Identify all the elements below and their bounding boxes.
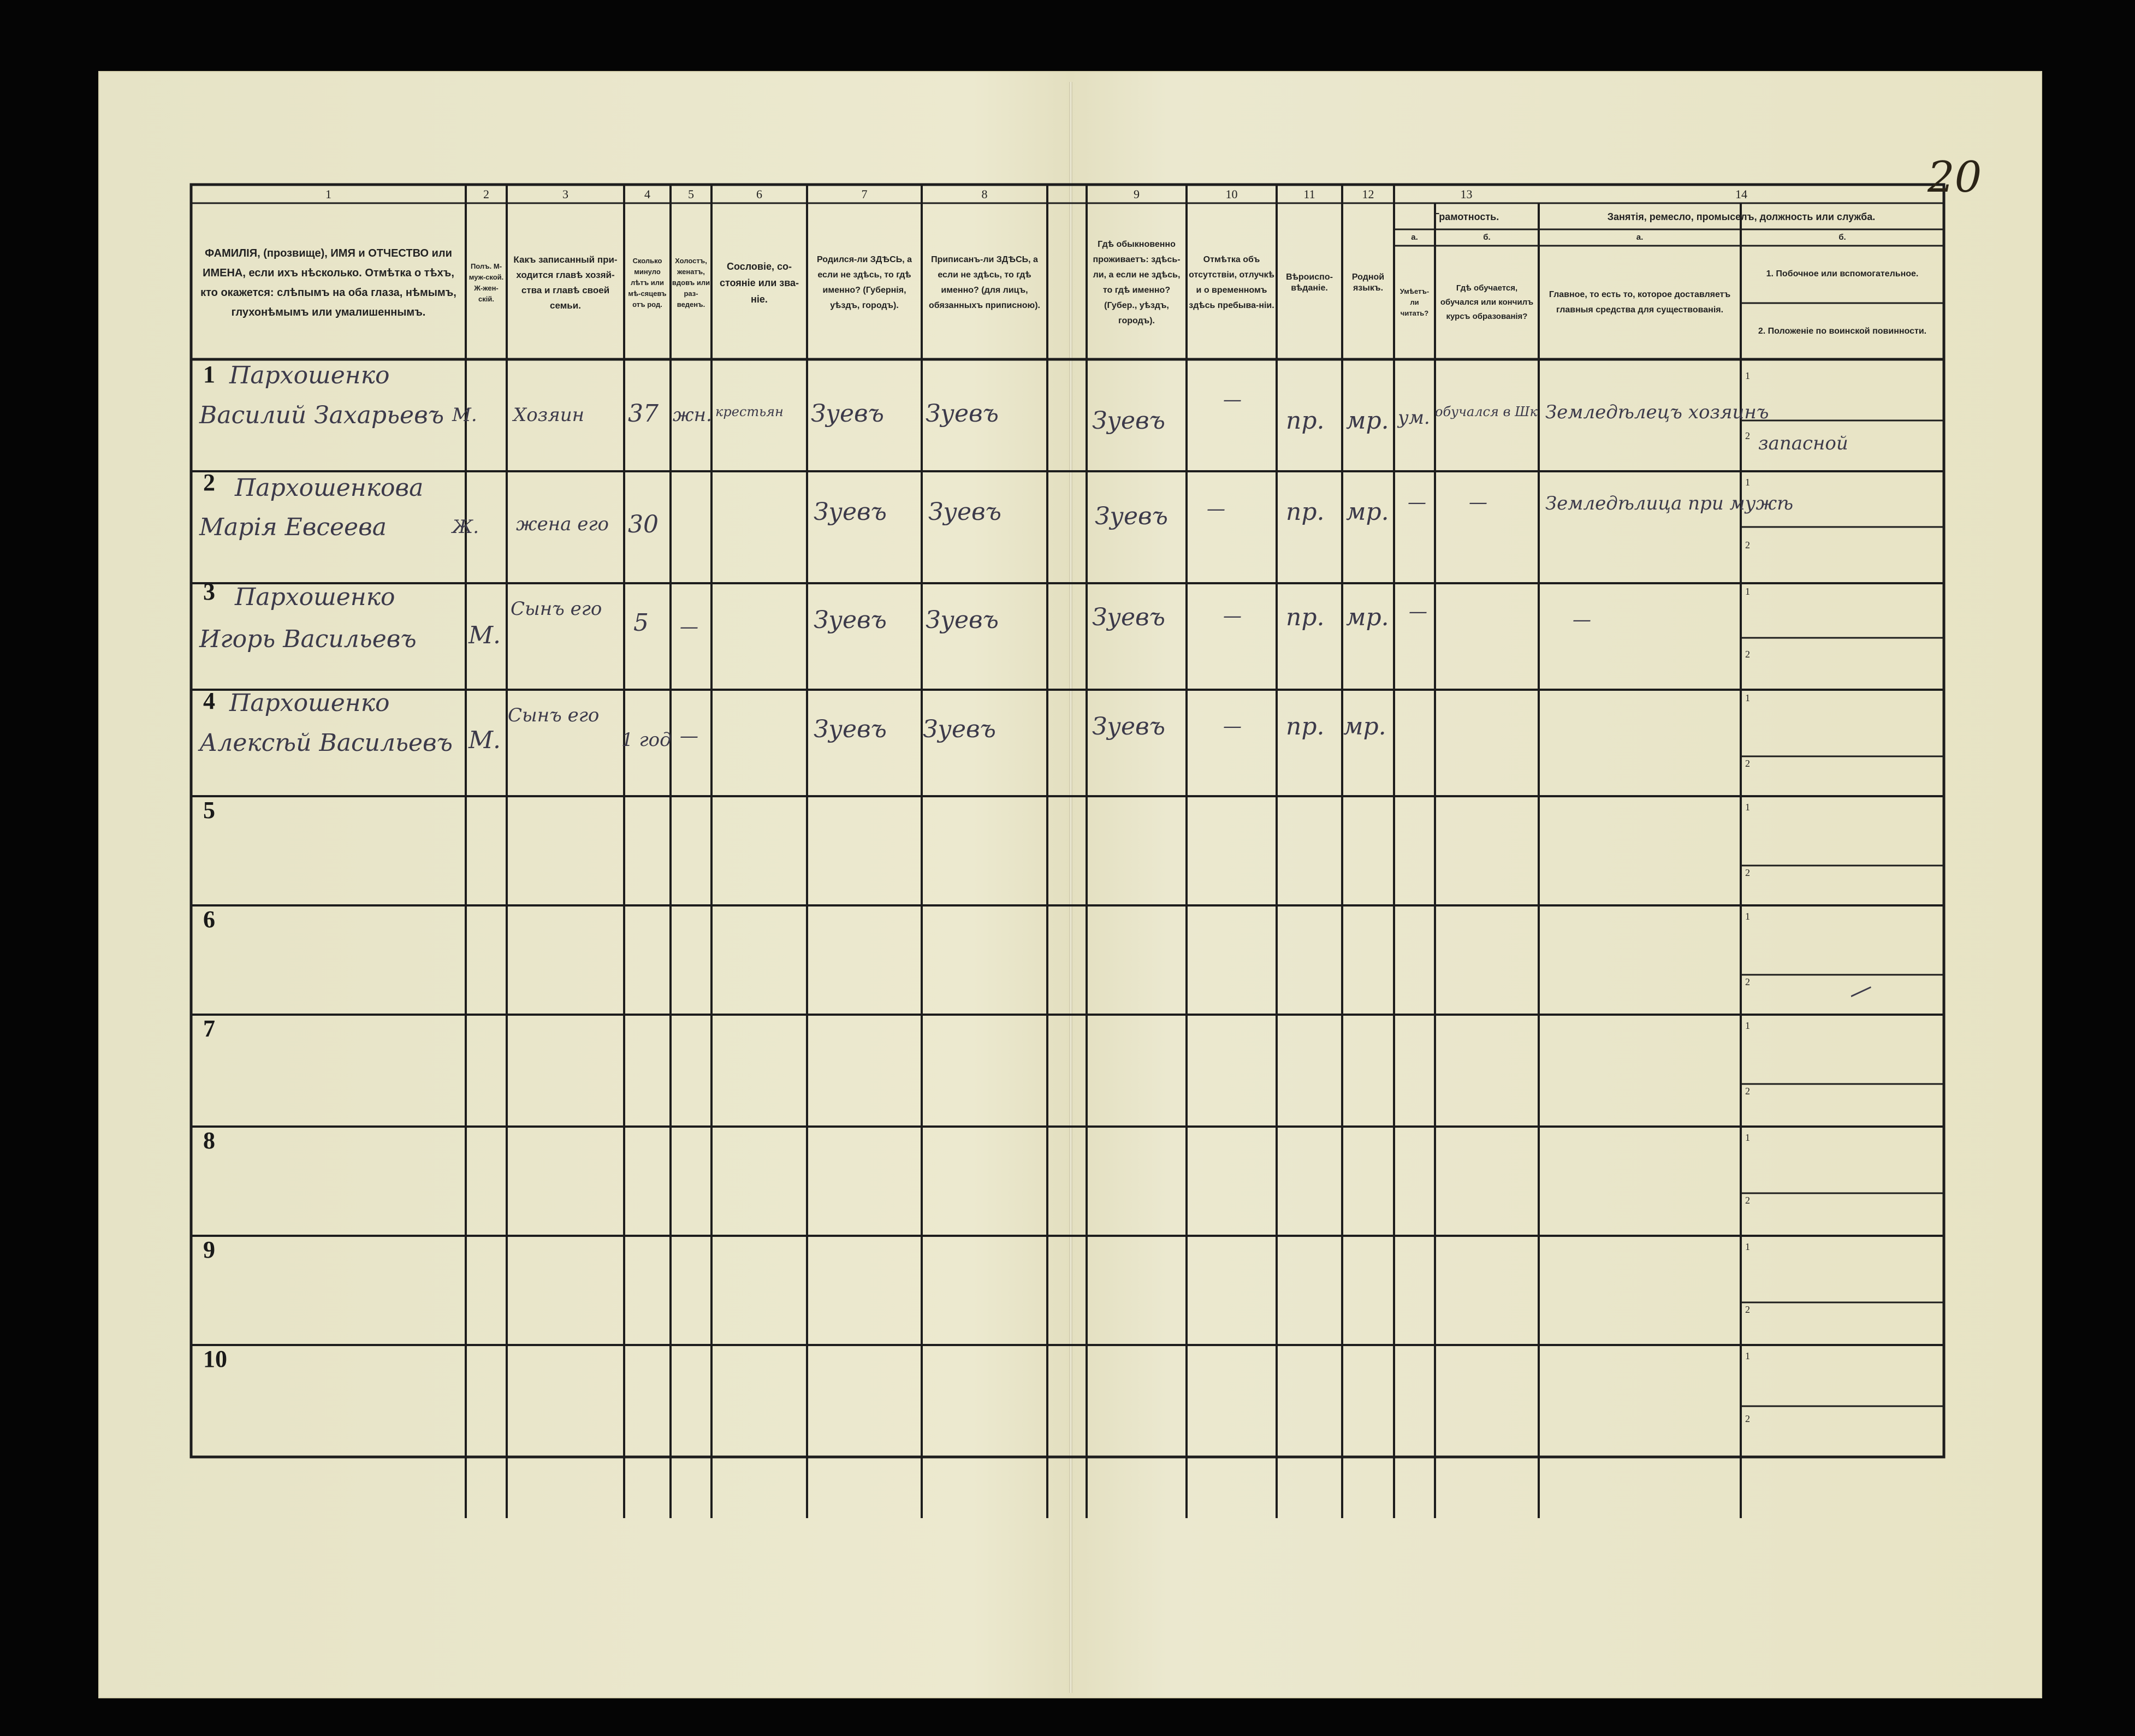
entry-relation: жена его (516, 513, 609, 535)
header-schooling: Гдѣ обучается, обучался или кончилъ курсъ образованія? (1440, 283, 1534, 321)
entry-age: 37 (628, 400, 659, 428)
entry-religion: пр. (1286, 713, 1325, 740)
sub-label: 2 (1745, 430, 1750, 441)
header-sex: Полъ. М-муж-ской. Ж-жен-скій. (468, 262, 504, 303)
sub-label: 2 (1745, 1195, 1750, 1206)
sub-label: 2 (1745, 649, 1750, 660)
row-number: 9 (203, 1236, 215, 1263)
entry-registration: Зуевъ (926, 606, 999, 634)
entry-language: мр. (1346, 498, 1389, 526)
header-main-occupation: Главное, то есть то, которое доставляетъ главныя средства для существованія. (1549, 289, 1731, 315)
header-literacy: Грамотность. (1433, 211, 1499, 222)
header-military-status: 2. Положеніе по воинской повинности. (1758, 326, 1927, 336)
entry-religion: пр. (1286, 407, 1325, 435)
sub-label: 1 (1745, 692, 1750, 703)
sub-label: 2 (1745, 758, 1750, 769)
sub-label: 2 (1745, 976, 1750, 987)
entry-residence: Зуевъ (1092, 603, 1165, 631)
entry-marital: — (680, 616, 698, 638)
header-occupation-b-letter: б. (1839, 233, 1846, 242)
entry-literate: — (1409, 601, 1427, 623)
row-number: 6 (203, 906, 215, 933)
sheet-number: 20 (1928, 153, 1982, 202)
entry-birthplace: Зуевъ (814, 498, 887, 526)
header-age: Сколько минуло лѣтъ или мѣ-сяцевъ отъ род. (628, 256, 667, 309)
entry-military: запасной (1758, 432, 1848, 454)
row-number: 3 (203, 578, 215, 605)
entry-registration: Зуевъ (928, 498, 1001, 526)
header-literacy-b-letter: б. (1483, 233, 1491, 242)
header-religion: Вѣроиспо-вѣданіе. (1286, 272, 1333, 293)
header-residence: Гдѣ обыкновенно проживаетъ: здѣсь-ли, а если не здѣсь, то гдѣ именно? (Губер., уѣздъ, городъ). (1093, 239, 1181, 325)
sub-label: 2 (1745, 1086, 1750, 1097)
sub-label: 1 (1745, 802, 1750, 813)
sub-label: 1 (1745, 586, 1750, 597)
column-number: 8 (981, 187, 988, 201)
sub-label: 1 (1745, 477, 1750, 488)
column-number: 3 (562, 187, 568, 201)
column-number: 2 (483, 187, 489, 201)
header-occupation-a-letter: а. (1636, 233, 1644, 242)
entry-marital: — (680, 725, 698, 747)
entry-absence: — (1223, 605, 1242, 627)
row-number: 2 (203, 469, 215, 496)
header-literacy-a-letter: а. (1411, 233, 1418, 242)
entry-main-occupation: Земледѣлецъ хозяинъ (1545, 401, 1769, 423)
entry-schooling: обучался в Шк (1435, 404, 1538, 419)
sub-label: 1 (1745, 370, 1750, 381)
entry-main-occupation: — (1573, 609, 1591, 631)
entry-sex: М. (468, 726, 501, 754)
entry-age: 5 (633, 609, 649, 637)
sub-label: 2 (1745, 867, 1750, 878)
entry-religion: пр. (1286, 603, 1325, 631)
entry-language: мр. (1346, 603, 1389, 631)
header-occupation: Занятія, ремесло, промыселъ, должность или служба. (1607, 211, 1876, 222)
row-number: 7 (203, 1015, 215, 1042)
header-name: ФАМИЛІЯ, (прозвище), ИМЯ и ОТЧЕСТВО или ИМЕНА, если ихъ нѣсколько. Отмѣтка о тѣхъ, кто окажется: слѣпымъ на оба глаза, нѣмымъ, глухонѣмымъ или умалишеннымъ. (200, 247, 456, 318)
header-absence: Отмѣтка объ отсутствіи, отлучкѣ и о временномъ здѣсь пребыва-ніи. (1189, 254, 1274, 310)
entry-sex: Ж. (452, 516, 479, 538)
entry-literate: ум. (1398, 407, 1430, 429)
column-number: 14 (1735, 187, 1747, 201)
header-birthplace: Родился-ли ЗДѢСЬ, а если не здѣсь, то гдѣ именно? (Губернія, уѣздъ, городъ). (817, 254, 912, 310)
entry-residence: Зуевъ (1095, 502, 1168, 530)
entry-birthplace: Зуевъ (814, 606, 887, 634)
stray-mark: — (1843, 973, 1877, 1008)
entry-absence: — (1223, 389, 1242, 411)
sub-label: 1 (1745, 1350, 1750, 1361)
entry-birthplace: Зуевъ (814, 715, 887, 743)
entry-absence: — (1207, 498, 1225, 520)
column-number: 11 (1303, 187, 1315, 201)
column-number: 6 (756, 187, 762, 201)
header-registration: Приписанъ-ли ЗДѢСЬ, а если не здѣсь, то гдѣ именно? (для лицъ, обязанныхъ приписною). (929, 254, 1040, 310)
row-number: 5 (203, 797, 215, 823)
column-number: 13 (1460, 187, 1473, 201)
row-number: 1 (203, 361, 215, 388)
entry-age: 30 (628, 511, 659, 538)
header-language: Родной языкъ. (1351, 272, 1385, 293)
header-estate: Сословіе, со-стояніе или зва-ніе. (719, 260, 799, 305)
entry-language: мр. (1346, 407, 1389, 435)
entry-schooling: — (1469, 491, 1487, 513)
entry-sex: М. (452, 404, 477, 426)
column-number: 10 (1225, 187, 1238, 201)
entry-surname: Пархошенкова (235, 474, 424, 502)
sub-label: 1 (1745, 1020, 1750, 1031)
sub-label: 1 (1745, 911, 1750, 922)
entry-surname: Пархошенко (229, 362, 390, 389)
column-number: 1 (325, 187, 331, 201)
entry-relation: Хозяин (513, 404, 585, 426)
sub-label: 2 (1745, 1413, 1750, 1424)
row-number: 10 (203, 1346, 227, 1372)
entry-given-name: Марія Евсеева (199, 513, 387, 541)
table-border (191, 185, 1944, 1457)
header-marital: Холостъ, женатъ, вдовъ или раз-веденъ. (672, 256, 710, 309)
entry-main-occupation: Земледѣлица при мужѣ (1545, 493, 1794, 514)
entry-age: 1 год (621, 729, 672, 751)
sub-label: 1 (1745, 1241, 1750, 1252)
sub-label: 1 (1745, 1132, 1750, 1143)
column-number: 12 (1362, 187, 1374, 201)
entry-registration: Зуевъ (926, 400, 999, 428)
entry-registration: Зуевъ (923, 715, 996, 743)
header-side-occupation: 1. Побочное или вспомогательное. (1766, 269, 1919, 279)
sub-label: 2 (1745, 1304, 1750, 1315)
row-number: 8 (203, 1127, 215, 1154)
entry-religion: пр. (1286, 498, 1325, 526)
entry-literate: — (1408, 491, 1426, 513)
entry-residence: Зуевъ (1092, 407, 1165, 435)
entry-given-name: Василий Захарьевъ (199, 401, 444, 429)
entry-birthplace: Зуевъ (811, 400, 884, 428)
entry-relation: Сынъ его (508, 704, 600, 726)
header-can-read: Умѣетъ-ли читать? (1399, 287, 1430, 317)
entry-absence: — (1223, 715, 1242, 737)
entry-relation: Сынъ его (511, 598, 602, 620)
entry-language: мр. (1343, 713, 1386, 740)
entry-given-name: Игорь Васильевъ (199, 625, 417, 653)
column-number: 4 (644, 187, 650, 201)
row-number: 4 (203, 688, 215, 714)
entry-residence: Зуевъ (1092, 713, 1165, 740)
column-number: 7 (861, 187, 868, 201)
column-number: 5 (688, 187, 694, 201)
column-number: 9 (1134, 187, 1140, 201)
entry-marital: жн. (673, 404, 712, 426)
entry-estate: крестьян (715, 404, 784, 419)
sub-label: 2 (1745, 540, 1750, 550)
entry-surname: Пархошенко (235, 583, 395, 611)
entry-surname: Пархошенко (229, 689, 390, 717)
entry-given-name: Алексѣй Васильевъ (199, 729, 453, 757)
entry-sex: М. (468, 621, 501, 649)
header-relation: Какъ записанный при-ходится главѣ хозяй-ства и главѣ своей семьи. (513, 254, 618, 311)
